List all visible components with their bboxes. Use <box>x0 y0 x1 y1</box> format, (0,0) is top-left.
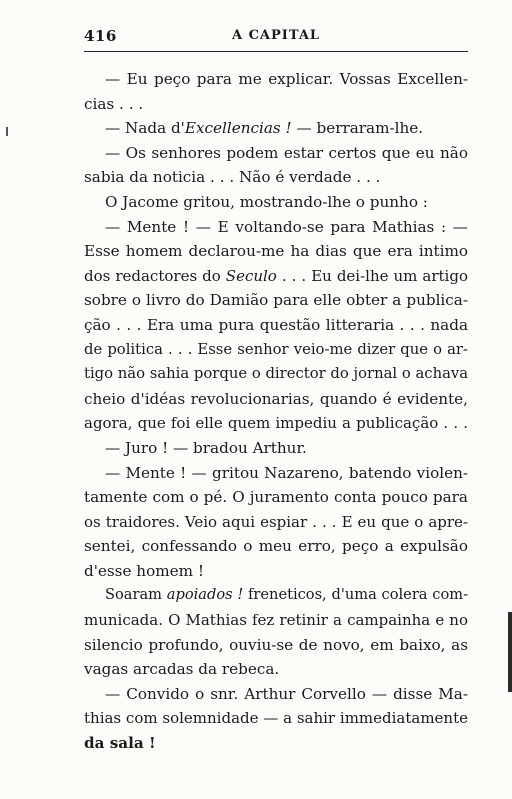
text-line: O Jacome gritou, mostrando-lhe o punho : <box>105 192 428 211</box>
text-line: — Os senhores podem estar certos que eu não <box>105 143 468 162</box>
page-body <box>84 67 468 756</box>
running-title: A CAPITAL <box>231 28 321 43</box>
page-header <box>84 27 468 49</box>
text-line: silencio profundo, ouviu-se de novo, em baixo, as <box>84 635 468 654</box>
text-line: thias com solemnidade — a sahir immediatamente <box>84 709 468 728</box>
text-line <box>84 264 468 289</box>
italic-term: Seculo <box>225 266 277 285</box>
text-line: — Juro ! — bradou Arthur. <box>105 438 307 457</box>
page-number: 416 <box>84 27 117 45</box>
text-line: municada. O Mathias fez retinir a campainha e no <box>84 611 468 630</box>
text-line: vagas arcadas da rebeca. <box>84 660 280 679</box>
text-line: — Mente ! — E voltando-se para Mathias : — <box>105 217 468 236</box>
text-segment: freneticos, d'uma colera com- <box>243 586 468 604</box>
page-edge-shadow <box>508 612 512 692</box>
text-line: ção . . . Era uma pura questão litteraria . . . nada <box>84 315 468 334</box>
text-line: Esse homem declarou-me ha dias que era intimo <box>84 242 468 261</box>
text-line: sentei, confessando o meu erro, peço a expulsão <box>84 537 468 556</box>
text-line <box>84 116 468 141</box>
text-segment: . . . Eu dei-lhe um artigo <box>276 266 468 285</box>
text-line <box>84 583 468 608</box>
text-line: os traidores. Veio aqui espiar . . . E eu que o apre- <box>84 512 468 531</box>
text-line: tamente com o pé. O juramento conta pouco para <box>84 488 468 507</box>
italic-term: Excellencias ! <box>184 119 292 138</box>
text-line: d'esse homem ! <box>84 561 204 580</box>
text-line: — Mente ! — gritou Nazareno, batendo violen- <box>105 463 468 482</box>
header-rule <box>84 51 468 52</box>
margin-speck <box>6 127 8 136</box>
text-line: agora, que foi elle quem impediu a publicação . . . <box>84 414 468 433</box>
italic-term: apoiados ! <box>166 586 244 604</box>
text-line: — Convido o snr. Arthur Corvello — disse Ma- <box>105 684 468 703</box>
text-line: de politica . . . Esse senhor veio-me dizer que o ar- <box>84 340 468 358</box>
text-line: — Eu peço para me explicar. Vossas Excellen- <box>105 70 468 88</box>
text-line: cias . . . <box>84 94 144 113</box>
text-segment: — berraram-lhe. <box>291 119 424 138</box>
text-segment: — Nada d' <box>105 119 185 138</box>
text-line: da sala ! <box>84 734 156 753</box>
text-segment: dos redactores do <box>84 266 226 285</box>
text-line: sabia da noticia . . . Não é verdade . . . <box>84 168 381 187</box>
text-line: tigo não sahia porque o director do jornal o achava <box>84 365 468 383</box>
text-line: cheio d'idéas revolucionarias, quando é evidente, <box>84 389 468 408</box>
text-line: sobre o livro do Damião para elle obter a publica- <box>84 291 468 310</box>
text-segment: Soaram <box>105 586 167 604</box>
